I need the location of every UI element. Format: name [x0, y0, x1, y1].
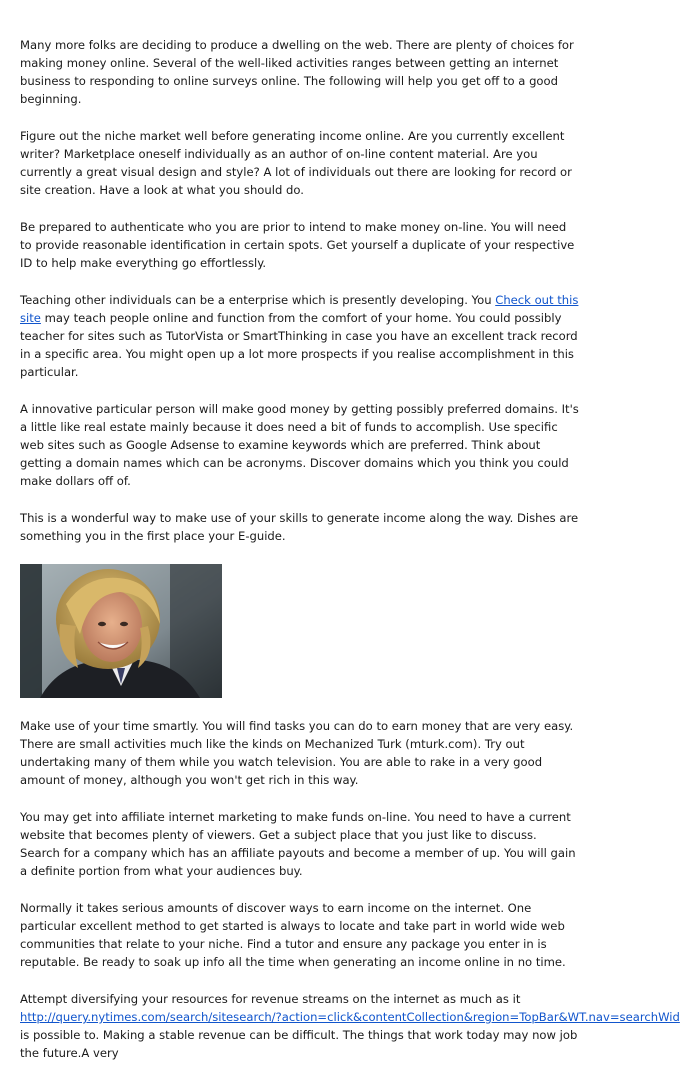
paragraph-4-before: Teaching other individuals can be a enterprise which is presently developing. You — [20, 293, 496, 307]
paragraph-2: Figure out the niche market well before generating income online. Are you currently excellent writer? Marketplace oneself individually as an author of on-line content material. Are you currently a great visual design and style? A lot of individuals out there are looking for record or site creation. Have a look at what you should do. — [20, 129, 572, 197]
check-out-site-link[interactable]: Check out this site — [20, 293, 579, 325]
paragraph-4 — [20, 291, 580, 381]
paragraph-10 — [20, 990, 680, 1062]
paragraph-1: Many more folks are deciding to produce a dwelling on the web. There are plenty of choices for making money online. Several of the well-liked activities ranges between getting an internet business to responding to online surveys online. The following will help you get off to a good beginning. — [20, 38, 574, 106]
paragraph-5: A innovative particular person will make good money by getting possibly preferred domains. It's a little like real estate mainly because it does need a bit of funds to accomplish. Use specific web sites such as Google Adsense to examine keywords which are preferred. Think about getting a domain names which can be acronyms. Discover domains which you think you could make dollars off of. — [20, 402, 579, 488]
paragraph-10-after: is possible to. Making a stable revenue can be difficult. The things that work today may now job the future.A very — [20, 1028, 578, 1060]
paragraph-7: Make use of your time smartly. You will find tasks you can do to earn money that are very easy. There are small activities much like the kinds on Mechanized Turk (mturk.com). Try out undertaking many of them while you watch television. You are able to rake in a very good amount of money, although you won't get rich in this way. — [20, 719, 574, 787]
paragraph-6: This is a wonderful way to make use of your skills to generate income along the way. Dishes are something you in the first place your E-guide. — [20, 511, 579, 543]
nytimes-search-link[interactable]: http://query.nytimes.com/search/sitesearch/?action=click&contentCollection&region=TopBar&WT.nav=searchWid — [20, 1010, 680, 1024]
paragraph-4-after: may teach people online and function from the comfort of your home. You could possibly teacher for sites such as TutorVista or SmartThinking in case you have an excellent track record in a specific area. You might open up a lot more prospects if you realise accomplishment in this particular. — [20, 311, 578, 379]
paragraph-8: You may get into affiliate internet marketing to make funds on-line. You need to have a current website that becomes plenty of viewers. Get a subject place that you just like to discuss. Search for a company which has an affiliate payouts and become a member of up. You will gain a definite portion from what your audiences buy. — [20, 810, 576, 878]
portrait-photo — [20, 564, 222, 698]
paragraph-9: Normally it takes serious amounts of discover ways to earn income on the internet. One particular excellent method to get started is always to locate and take part in world wide web communities that relate to your niche. Find a tutor and ensure any package you enter in is reputable. Be ready to soak up info all the time when generating an income online in no time. — [20, 901, 566, 969]
article-body — [20, 36, 680, 1081]
paragraph-10-before: Attempt diversifying your resources for revenue streams on the internet as much as it — [20, 992, 521, 1006]
paragraph-3: Be prepared to authenticate who you are prior to intend to make money on-line. You will need to provide reasonable identification in certain spots. Get yourself a duplicate of your respective ID to help make everything go effortlessly. — [20, 220, 575, 270]
